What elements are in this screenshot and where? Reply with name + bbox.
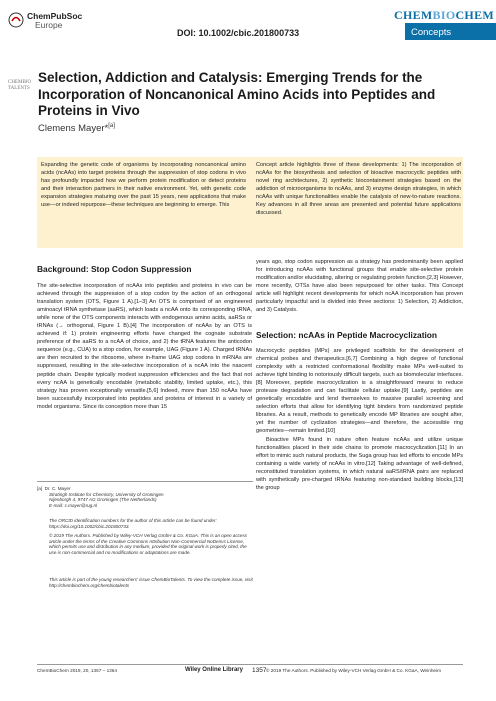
journal-name: CHEMBIOCHEM — [394, 8, 494, 22]
publisher-logo — [8, 12, 82, 30]
section-heading-selection: Selection: ncAAs in Peptide Macrocyclization — [256, 330, 438, 340]
citation: ChemBioChem 2019, 20, 1357 – 1364 — [37, 668, 118, 673]
wiley-online-library[interactable]: Wiley Online Library — [185, 667, 243, 673]
publisher-name: ChemPubSoc — [27, 11, 83, 21]
orcid-note: The ORCID identification numbers for the author of this article can be found under: https://doi.org/10.1002/cbic.201800733. — [49, 518, 217, 529]
author: Clemens Mayer*[a] — [38, 123, 115, 135]
article-title: Selection, Addiction and Catalysis: Emerging Trends for the Incorporation of Noncanonical Amino Acids into Peptides and Proteins in Vivo — [38, 70, 436, 118]
abstract-left: Expanding the genetic code of organisms by incorporating noncanonical amino acids (ncAAs) into target proteins through the suppression of stop codons in vivo has profoundly impacted how we perform protein modification or detect proteins and their interaction partners in their native environment. Yet, with genetic code expansion strategies maturing over the past 15 years, new applications that make use—or indeed repurpose—these techniques are beginning to emerge. This — [41, 162, 246, 209]
right-column-text — [256, 347, 463, 492]
paragraph: The site-selective incorporation of ncAAs into peptides and proteins in vivo can be achieved through the suppression of a stop codon by the action of an orthogonal translation system (OTS, Figure 1 A).[1–3] An OTS is comprised of an engineered aminoacyl tRNA synthetase (aaRS), which loads a ncAA onto its corresponding tRNA, while none of the OTS components interacts with endogenous amino acids, aaRSs or tRNAs (→ orthogonal, Figure 1 B).[4] The incorporation of ncAAs by an OTS is achieved if: 1) protein engineering efforts have changed the cognate substrate preference of the aaRS to a ncAA of choice, and 2) the tRNA features the anticodon sequence (e.g., CUA) to a stop codon, for example, UAG (Figure 1 A). Charged tRNAs are then recruited to the ribosome, where in-frame UAG stop codons in mRNAs are suppressed, resulting in the site-selective incorporation of a ncAA into the nascent peptide chain. Despite typically modest suppression efficiencies and the fact that not every ncAA is genetically encodable (metabolic stability, limited uptake, etc.), this strategy has proven exceptionally versatile.[5,6] Indeed, more than 150 ncAAs have been successfully incorporated into peptides and proteins of interest in a variety of model organisms. Since its conception more than 15 — [37, 283, 252, 410]
section-heading-background: Background: Stop Codon Suppression — [37, 264, 192, 274]
chembiotalents-logo: CHEMBIO TALENTS — [8, 80, 32, 91]
page-footer — [37, 668, 463, 676]
publisher-mark-icon — [8, 12, 24, 28]
paragraph: years ago, stop codon suppression as a strategy has predominantly been applied for introducing ncAAs with functional groups that enable site-selective protein modification and/or elucidating, altering or regulating protein function.[2,3] However, more recently, OTSs have also been repurposed for other tasks. This Concept article will highlight recent developments for which ncAA incorporation has proven particularly impactful and is divided into three sections: 1) Selection, 2) Addiction, and 3) Catalysis. — [256, 259, 463, 314]
series-note: This article is part of the young researchers' issue ChemBioTalents. To view the complete issue, visit http://chembiochem.org/chembiotalents — [49, 577, 253, 588]
paragraph: Macrocyclic peptides (MPs) are privileged scaffolds for the development of chemical probes and therapeutics.[6,7] Combining a high degree of functional complexity with a restricted conformational flexibility make MPs well-suited to achieve tight binding to notoriously difficult targets, such as biomolecular interfaces.[8] Moreover, peptide macrocyclization is a straightforward means to reduce protease degradation and can facilitate cellular uptake.[9] Lastly, peptides are genetically encodable and lend themselves to massive parallel screening and selection efforts that allow for identifying tight binders from randomized peptide libraries. As a result, methods to genetically encode MP libraries are sought after, yet the number of cyclization strategies—and therefore, the accessible ring geometries—remain limited.[10] — [256, 348, 463, 435]
publisher-sub: Europe — [35, 20, 63, 30]
doi[interactable]: DOI: 10.1002/cbic.201800733 — [177, 28, 300, 38]
affiliation: [a] Dr. C. Mayer Stratingh Institute for Chemistry, University of Groningen Nijenborgh 4, 9747 AG Groningen (The Netherlands) E-mail: c.mayer@rug.nl — [37, 486, 164, 508]
license-note: © 2019 The Authors. Published by Wiley-VCH Verlag GmbH & Co. KGaA. This is an open access article under the terms of the Creative Commons Attribution Non-Commercial NoDerivs License, which permits use and distribution in any medium, provided the original work is properly cited, the use is non-commercial and no modifications or adaptations are made. — [49, 533, 248, 555]
abstract-box — [37, 157, 463, 248]
page-header — [0, 0, 496, 40]
paragraph: Bioactive MPs found in nature often feature ncAAs and utilize unique functionalities placed in their side chains to promote macrocyclization.[11] In an effort to mimic such natural products, the Suga group has led efforts to encode MPs containing a wide variety of ncAAs in vitro.[12] Taking advantage of well-defined, reconstituted translation systems, in which natural aaRS/tRNA pairs are replaced with synthetically pre-charged tRNAs featuring non-standard building blocks,[13] the group — [256, 436, 463, 491]
right-column-top-text — [256, 258, 463, 314]
left-column-text — [37, 282, 252, 411]
copyright: © 2019 The Authors. Published by Wiley-VCH Verlag GmbH & Co. KGaA, Weinheim — [266, 668, 441, 673]
page-number: 1357 — [252, 667, 267, 674]
abstract-right: Concept article highlights three of these developments: 1) The incorporation of ncAAs for the biosynthesis and selection of bioactive macrocyclic peptides with novel ring architectures, 2) synthetic biocontainment strategies based on the addiction of microorganisms to ncAAs, and 3) enzyme design strategies, in which ncAAs with unique functionalities enable the catalysis of new-to-nature reactions. Key advances in all three areas are presented and potential future applications discussed. — [256, 162, 461, 217]
footnote-divider — [37, 481, 253, 482]
article-type: Concepts — [411, 27, 452, 38]
footer-divider — [37, 664, 463, 665]
